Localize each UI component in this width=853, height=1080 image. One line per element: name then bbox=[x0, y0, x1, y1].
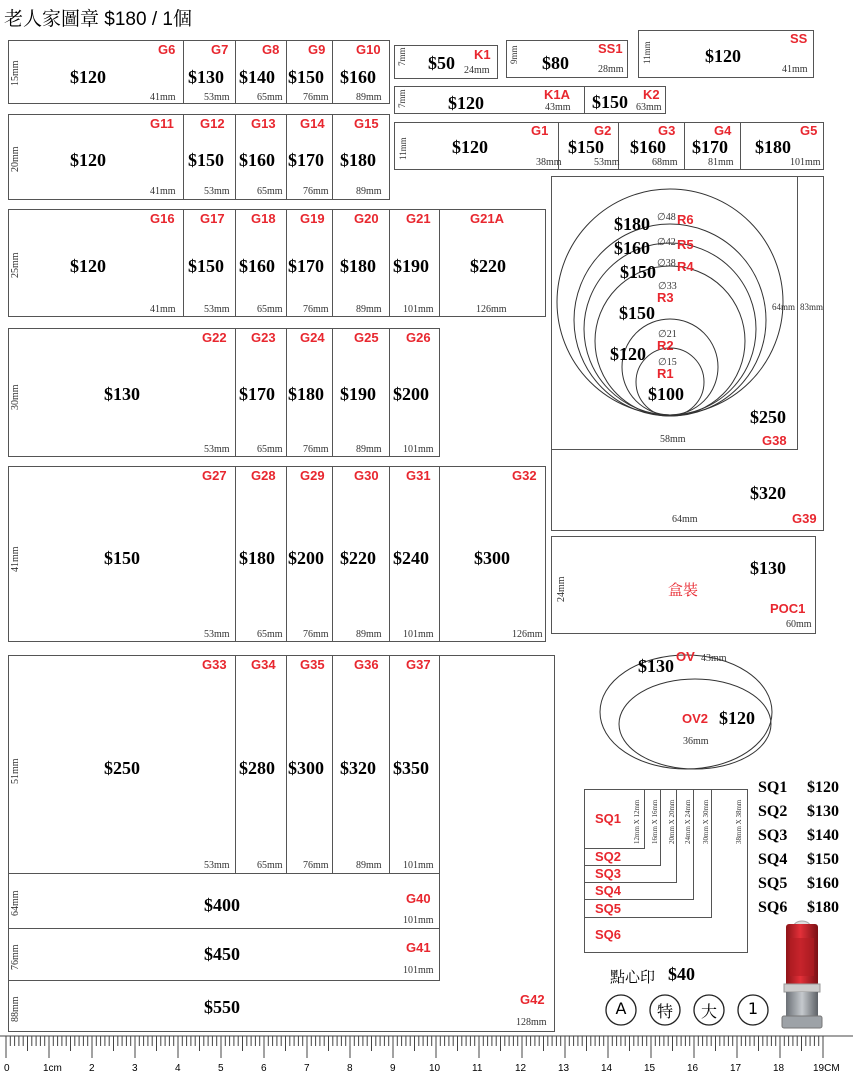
ruler-label: 8 bbox=[347, 1063, 353, 1074]
model-code: G1 bbox=[531, 123, 549, 138]
dot-mark: A bbox=[615, 999, 627, 1018]
model-code: G35 bbox=[300, 657, 325, 672]
price: $120 bbox=[719, 708, 755, 728]
model-code: G7 bbox=[211, 42, 229, 57]
price: $140 bbox=[239, 67, 275, 87]
width-label: 64mm bbox=[672, 514, 698, 525]
size-label: 16mm X 16mm bbox=[651, 799, 659, 844]
height-label: 64mm bbox=[772, 302, 796, 312]
model-code: K1 bbox=[474, 47, 491, 62]
height-label: 7mm bbox=[397, 47, 407, 66]
ruler-label: 1cm bbox=[43, 1063, 62, 1074]
price: $450 bbox=[204, 944, 240, 964]
model-code: G27 bbox=[202, 468, 227, 483]
sq-price-value: $140 bbox=[807, 827, 839, 844]
price: $150 bbox=[188, 150, 224, 170]
width-label: 76mm bbox=[303, 629, 329, 640]
model-code: G4 bbox=[714, 123, 732, 138]
model-code: OV2 bbox=[682, 711, 709, 726]
ruler-label: 13 bbox=[558, 1063, 570, 1074]
price: $150 bbox=[592, 92, 628, 112]
dot-mark: 1 bbox=[747, 999, 759, 1018]
model-code: R6 bbox=[677, 212, 694, 227]
diameter-label: ∅15 bbox=[658, 357, 677, 368]
width-label: 53mm bbox=[204, 860, 230, 871]
model-code: SQ3 bbox=[595, 866, 622, 881]
page-title: 老人家圖章 $180 / 1個 bbox=[4, 9, 192, 30]
sq-price-value: $150 bbox=[807, 851, 839, 868]
price: $320 bbox=[750, 483, 786, 503]
price: $300 bbox=[474, 548, 510, 568]
height-label: 41mm bbox=[10, 546, 21, 572]
width-label: 58mm bbox=[660, 434, 686, 445]
width-label: 36mm bbox=[683, 736, 709, 747]
width-label: 76mm bbox=[303, 92, 329, 103]
width-label: 53mm bbox=[204, 304, 230, 315]
price: $220 bbox=[340, 548, 376, 568]
model-code: G37 bbox=[406, 657, 431, 672]
width-label: 101mm bbox=[403, 965, 434, 976]
height-label: 64mm bbox=[10, 890, 21, 916]
height-label: 51mm bbox=[10, 758, 21, 784]
model-code: G5 bbox=[800, 123, 818, 138]
model-code: G36 bbox=[354, 657, 379, 672]
price: $180 bbox=[340, 150, 376, 170]
model-code: G15 bbox=[354, 116, 379, 131]
model-code: R5 bbox=[677, 237, 694, 252]
model-code: R4 bbox=[677, 259, 694, 274]
price: $280 bbox=[239, 758, 275, 778]
price: $150 bbox=[568, 137, 604, 157]
width-label: 65mm bbox=[257, 186, 283, 197]
model-code: R1 bbox=[657, 366, 674, 381]
sq-price-code: SQ3 bbox=[758, 827, 788, 844]
price: $350 bbox=[393, 758, 429, 778]
width-label: 89mm bbox=[356, 860, 382, 871]
model-code: G6 bbox=[158, 42, 176, 57]
sq-price-value: $180 bbox=[807, 899, 839, 916]
price: $130 bbox=[188, 67, 224, 87]
ruler-label: 0 bbox=[4, 1063, 10, 1074]
width-label: 65mm bbox=[257, 629, 283, 640]
price: $40 bbox=[668, 964, 695, 984]
model-code: G33 bbox=[202, 657, 227, 672]
model-code: G21A bbox=[470, 211, 504, 226]
height-label: 83mm bbox=[800, 302, 824, 312]
height-label: 11mm bbox=[398, 137, 408, 160]
height-label: 15mm bbox=[10, 60, 21, 86]
model-code: G11 bbox=[150, 116, 174, 131]
model-code: G38 bbox=[762, 433, 787, 448]
model-code: G16 bbox=[150, 211, 175, 226]
model-code: G42 bbox=[520, 992, 545, 1007]
sq-price-code: SQ4 bbox=[758, 851, 788, 868]
model-code: G18 bbox=[251, 211, 276, 226]
width-label: 101mm bbox=[403, 915, 434, 926]
model-code: G24 bbox=[300, 330, 325, 345]
model-code: G12 bbox=[200, 116, 225, 131]
price: $50 bbox=[428, 53, 455, 73]
model-code: SQ1 bbox=[595, 811, 622, 826]
width-label: 128mm bbox=[516, 1017, 547, 1028]
size-label: 24mm X 24mm bbox=[684, 799, 692, 844]
width-label: 24mm bbox=[464, 65, 490, 76]
sq-price-value: $160 bbox=[807, 875, 839, 892]
model-code: G3 bbox=[658, 123, 676, 138]
width-label: 81mm bbox=[708, 157, 734, 168]
price: $400 bbox=[204, 895, 240, 915]
sq-price-code: SQ1 bbox=[758, 779, 788, 796]
height-label: 25mm bbox=[10, 252, 21, 278]
sq-price-code: SQ5 bbox=[758, 875, 788, 892]
height-label: 11mm bbox=[642, 41, 652, 64]
diameter-label: ∅33 bbox=[658, 281, 677, 292]
price: $160 bbox=[614, 238, 650, 258]
height-label: 76mm bbox=[10, 944, 21, 970]
dot-mark: 特 bbox=[656, 1002, 673, 1021]
ruler-label: 14 bbox=[601, 1063, 613, 1074]
model-code: G20 bbox=[354, 211, 379, 226]
width-label: 65mm bbox=[257, 92, 283, 103]
ruler-label: 15 bbox=[644, 1063, 656, 1074]
width-label: 101mm bbox=[403, 304, 434, 315]
ruler-label: 16 bbox=[687, 1063, 699, 1074]
model-code: G19 bbox=[300, 211, 325, 226]
ruler-label: 5 bbox=[218, 1063, 224, 1074]
size-label: 38mm X 38mm bbox=[735, 799, 743, 844]
width-label: 89mm bbox=[356, 444, 382, 455]
sq-price-value: $120 bbox=[807, 779, 839, 796]
ruler-label: 7 bbox=[304, 1063, 310, 1074]
ruler-label: 2 bbox=[89, 1063, 95, 1074]
size-label: 30mm X 30mm bbox=[702, 799, 710, 844]
price: $250 bbox=[750, 407, 786, 427]
model-code: G9 bbox=[308, 42, 326, 57]
width-label: 76mm bbox=[303, 186, 329, 197]
width-label: 41mm bbox=[782, 64, 808, 75]
ruler-label: 18 bbox=[773, 1063, 785, 1074]
model-code: G14 bbox=[300, 116, 325, 131]
boxed-label: 盒裝 bbox=[668, 581, 699, 599]
model-code: G40 bbox=[406, 891, 431, 906]
model-code: K2 bbox=[643, 87, 660, 102]
price: $170 bbox=[239, 384, 275, 404]
width-label: 65mm bbox=[257, 304, 283, 315]
model-code: G32 bbox=[512, 468, 537, 483]
price: $200 bbox=[393, 384, 429, 404]
price: $160 bbox=[630, 137, 666, 157]
price: $180 bbox=[614, 214, 650, 234]
ruler-label: 12 bbox=[515, 1063, 527, 1074]
price: $150 bbox=[188, 256, 224, 276]
model-code: G22 bbox=[202, 330, 227, 345]
model-code: G23 bbox=[251, 330, 276, 345]
width-label: 38mm bbox=[536, 157, 562, 168]
price: $120 bbox=[448, 93, 484, 113]
dot-stamp-label: 點心印 bbox=[610, 968, 656, 986]
width-label: 76mm bbox=[303, 444, 329, 455]
price: $180 bbox=[288, 384, 324, 404]
model-code: G30 bbox=[354, 468, 379, 483]
model-code: G13 bbox=[251, 116, 276, 131]
self-inking-stamp-icon bbox=[780, 918, 840, 1033]
model-code: G28 bbox=[251, 468, 276, 483]
size-label: 20mm X 20mm bbox=[668, 799, 676, 844]
width-label: 89mm bbox=[356, 304, 382, 315]
width-label: 60mm bbox=[786, 619, 812, 630]
width-label: 53mm bbox=[204, 444, 230, 455]
price: $130 bbox=[638, 656, 674, 676]
model-code: G10 bbox=[356, 42, 381, 57]
price: $150 bbox=[288, 67, 324, 87]
ruler-label: 6 bbox=[261, 1063, 267, 1074]
price: $150 bbox=[619, 303, 655, 323]
height-label: 9mm bbox=[509, 45, 519, 64]
price: $130 bbox=[104, 384, 140, 404]
model-code: G31 bbox=[406, 468, 431, 483]
width-label: 53mm bbox=[204, 92, 230, 103]
height-label: 30mm bbox=[10, 384, 21, 410]
price: $120 bbox=[70, 150, 106, 170]
width-label: 101mm bbox=[403, 444, 434, 455]
width-label: 126mm bbox=[512, 629, 543, 640]
price: $120 bbox=[70, 67, 106, 87]
price: $100 bbox=[648, 384, 684, 404]
width-label: 28mm bbox=[598, 64, 624, 75]
size-label: 12mm X 12mm bbox=[633, 799, 641, 844]
price: $180 bbox=[239, 548, 275, 568]
model-code: R3 bbox=[657, 290, 674, 305]
price: $160 bbox=[239, 256, 275, 276]
model-code: SQ2 bbox=[595, 849, 622, 864]
model-code: SQ5 bbox=[595, 901, 622, 916]
sq-price-code: SQ6 bbox=[758, 899, 788, 916]
width-label: 65mm bbox=[257, 860, 283, 871]
width-label: 41mm bbox=[150, 92, 176, 103]
width-label: 101mm bbox=[403, 629, 434, 640]
model-code: G25 bbox=[354, 330, 379, 345]
sq-price-code: SQ2 bbox=[758, 803, 788, 820]
ruler bbox=[0, 1036, 853, 1080]
price: $240 bbox=[393, 548, 429, 568]
price: $160 bbox=[239, 150, 275, 170]
price: $190 bbox=[393, 256, 429, 276]
ruler-label: 10 bbox=[429, 1063, 441, 1074]
width-label: 41mm bbox=[150, 186, 176, 197]
model-code: G17 bbox=[200, 211, 225, 226]
model-code: G21 bbox=[406, 211, 431, 226]
width-label: 76mm bbox=[303, 860, 329, 871]
price: $170 bbox=[288, 150, 324, 170]
price: $120 bbox=[70, 256, 106, 276]
price: $160 bbox=[340, 67, 376, 87]
price: $320 bbox=[340, 758, 376, 778]
ruler-label: 4 bbox=[175, 1063, 181, 1074]
price: $130 bbox=[750, 558, 786, 578]
model-code: G29 bbox=[300, 468, 325, 483]
diameter-label: ∅42 bbox=[657, 237, 676, 248]
width-label: 76mm bbox=[303, 304, 329, 315]
width-label: 63mm bbox=[636, 102, 662, 113]
model-code: OV bbox=[676, 649, 695, 664]
width-label: 68mm bbox=[652, 157, 678, 168]
model-code: G26 bbox=[406, 330, 431, 345]
ruler-label: 17 bbox=[730, 1063, 742, 1074]
width-label: 65mm bbox=[257, 444, 283, 455]
price: $170 bbox=[288, 256, 324, 276]
model-code: SQ6 bbox=[595, 927, 622, 942]
width-label: 53mm bbox=[204, 186, 230, 197]
model-code: POC1 bbox=[770, 601, 806, 616]
width-label: 101mm bbox=[403, 860, 434, 871]
model-code: G8 bbox=[262, 42, 280, 57]
width-label: 53mm bbox=[594, 157, 620, 168]
price: $220 bbox=[470, 256, 506, 276]
model-code: SS bbox=[790, 31, 808, 46]
height-label: 7mm bbox=[397, 89, 407, 108]
model-code: G41 bbox=[406, 940, 431, 955]
sq-price-value: $130 bbox=[807, 803, 839, 820]
width-label: 43mm bbox=[545, 102, 571, 113]
model-code: K1A bbox=[544, 87, 571, 102]
ruler-label: 9 bbox=[390, 1063, 396, 1074]
ruler-label: 11 bbox=[472, 1063, 483, 1074]
price: $150 bbox=[620, 262, 656, 282]
diameter-label: ∅38 bbox=[657, 258, 676, 269]
height-label: 24mm bbox=[556, 576, 567, 602]
model-code: SQ4 bbox=[595, 883, 622, 898]
width-label: 43mm bbox=[701, 653, 727, 664]
price: $120 bbox=[705, 46, 741, 66]
ruler-label: 19CM bbox=[813, 1063, 840, 1074]
model-code: G2 bbox=[594, 123, 612, 138]
price: $200 bbox=[288, 548, 324, 568]
width-label: 89mm bbox=[356, 92, 382, 103]
price: $190 bbox=[340, 384, 376, 404]
width-label: 89mm bbox=[356, 629, 382, 640]
diameter-label: ∅48 bbox=[657, 212, 676, 223]
price: $80 bbox=[542, 53, 569, 73]
model-code: SS1 bbox=[598, 41, 623, 56]
height-label: 20mm bbox=[10, 146, 21, 172]
ruler-label: 3 bbox=[132, 1063, 138, 1074]
model-code: R2 bbox=[657, 338, 674, 353]
price: $250 bbox=[104, 758, 140, 778]
price: $120 bbox=[452, 137, 488, 157]
width-label: 101mm bbox=[790, 157, 821, 168]
diameter-label: ∅21 bbox=[658, 329, 677, 340]
width-label: 41mm bbox=[150, 304, 176, 315]
price: $550 bbox=[204, 997, 240, 1017]
width-label: 89mm bbox=[356, 186, 382, 197]
model-code: G34 bbox=[251, 657, 276, 672]
price: $300 bbox=[288, 758, 324, 778]
price: $180 bbox=[340, 256, 376, 276]
price: $180 bbox=[755, 137, 791, 157]
width-label: 53mm bbox=[204, 629, 230, 640]
height-label: 88mm bbox=[10, 996, 21, 1022]
model-code: G39 bbox=[792, 511, 817, 526]
width-label: 126mm bbox=[476, 304, 507, 315]
price: $170 bbox=[692, 137, 728, 157]
price: $150 bbox=[104, 548, 140, 568]
price: $120 bbox=[610, 344, 646, 364]
dot-mark: 大 bbox=[700, 1002, 717, 1021]
